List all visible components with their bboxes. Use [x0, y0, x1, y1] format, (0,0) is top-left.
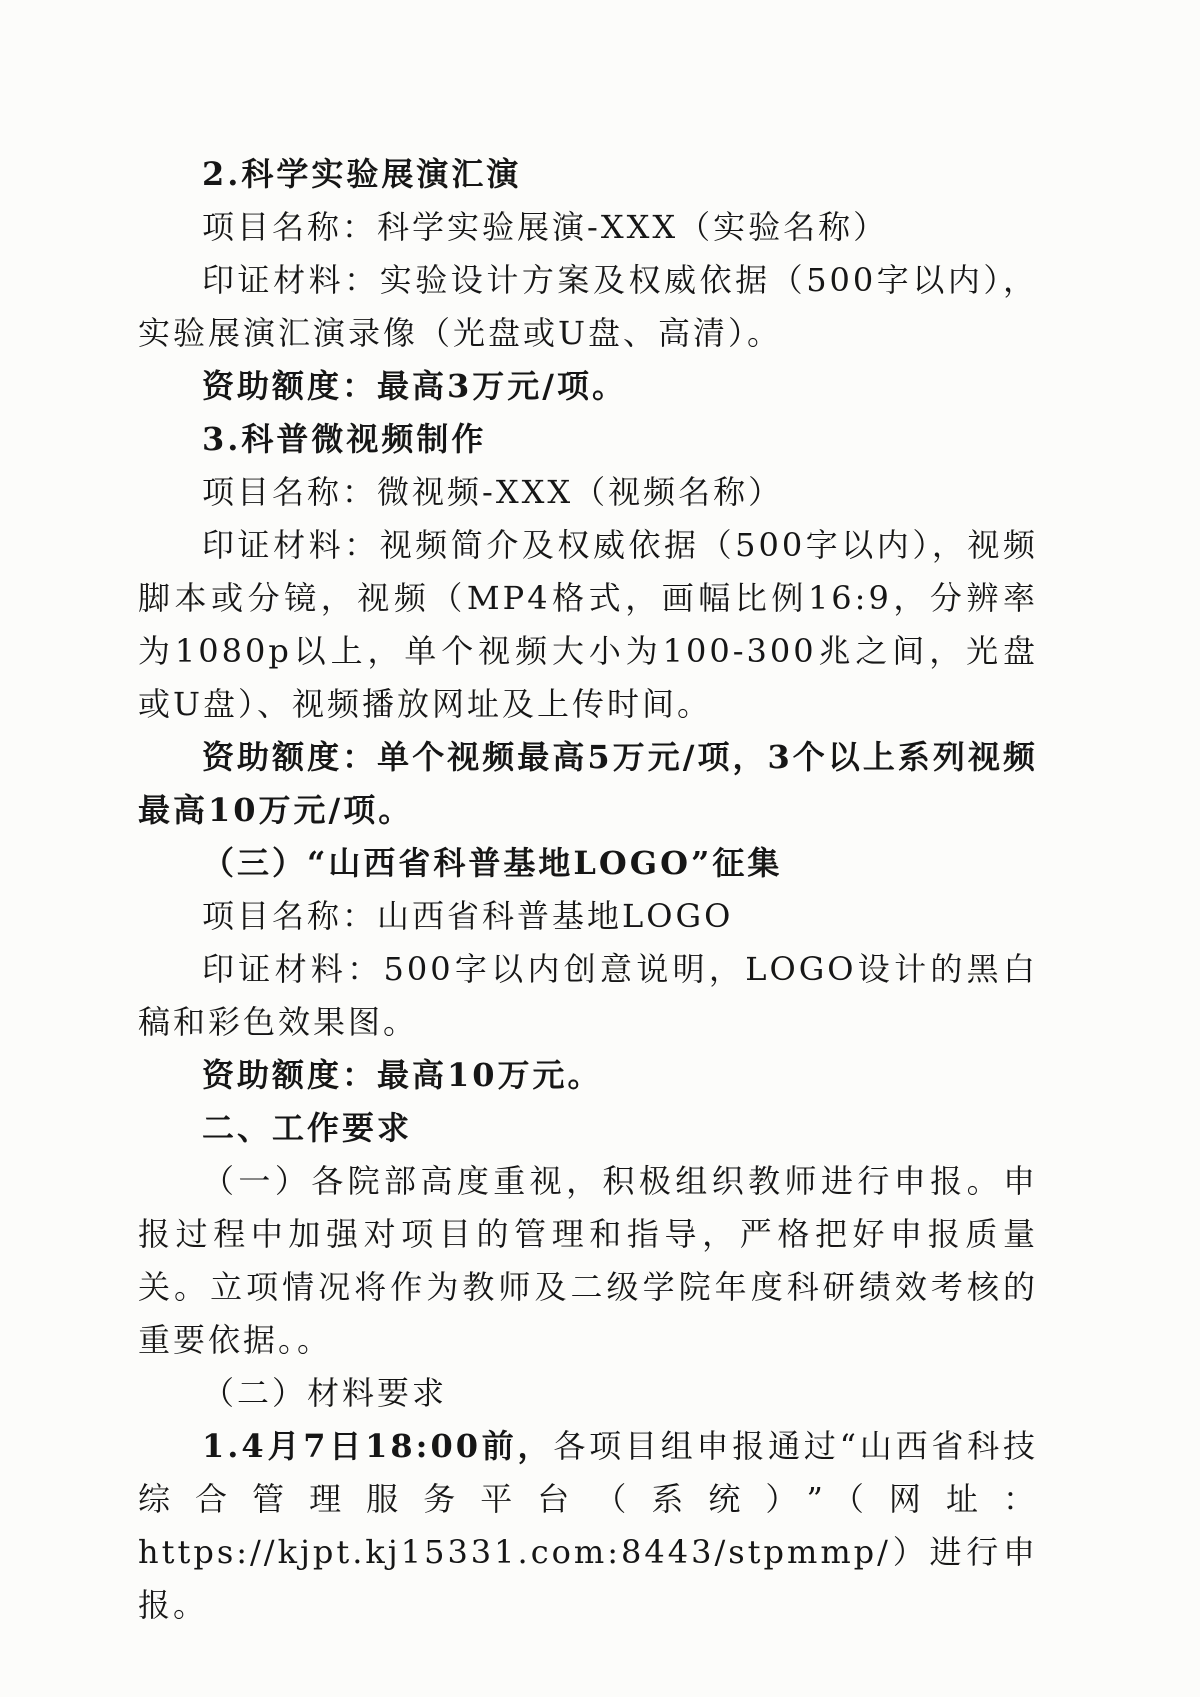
field-label: 印证材料：: [202, 950, 384, 988]
field-value: 实验设计方案及权威依据（500字以内），实验展演汇演录像（光盘或U盘、高清）。: [138, 261, 1038, 352]
deadline-text: 1.4月7日18:00前，: [202, 1427, 554, 1465]
project-name-row: [138, 201, 1038, 254]
evidence-material-row: [138, 519, 1038, 731]
field-value: 最高3万元/项。: [377, 367, 627, 405]
field-value: 微视频-XXX（视频名称）: [377, 473, 784, 511]
section-heading-logo-collection: （三）“山西省科普基地LOGO”征集: [202, 844, 783, 882]
document-body: [138, 148, 1038, 1632]
field-value: 视频简介及权威依据（500字以内），视频脚本或分镜，视频（MP4格式，画幅比例16:9，分辨率为1080p以上，单个视频大小为100-300兆之间，光盘或U盘）、视频播放网址及上传时间。: [138, 526, 1038, 723]
field-label: 项目名称：: [202, 897, 378, 935]
evidence-material-row: [138, 254, 1038, 360]
field-label: 项目名称：: [202, 473, 378, 511]
evidence-material-row: [138, 943, 1038, 1049]
section-heading-work-requirements: 二、工作要求: [202, 1109, 413, 1147]
field-label: 资助额度：: [202, 738, 378, 776]
requirement-item-1: （一）各院部高度重视，积极组织教师进行申报。申报过程中加强对项目的管理和指导，严格把好申报质量关。立项情况将作为教师及二级学院年度科研绩效考核的重要依据。。: [138, 1162, 1038, 1359]
field-value: 最高10万元。: [377, 1056, 603, 1094]
funding-amount-row: [138, 1049, 1038, 1102]
funding-amount-row: [138, 360, 1038, 413]
field-label: 项目名称：: [202, 208, 378, 246]
field-value: 单个视频最高5万元/项，3个以上系列视频最高10万元/项。: [138, 738, 1038, 829]
section-heading-micro-video: 3.科普微视频制作: [202, 420, 487, 458]
field-label: 印证材料：: [202, 261, 380, 299]
submission-instructions: 各项目组申报通过“山西省科技综合管理服务平台（系统）”（网址：https://kjpt.kj15331.com:8443/stpmmp/）进行申报。: [138, 1427, 1038, 1624]
field-label: 资助额度：: [202, 367, 378, 405]
project-name-row: [138, 890, 1038, 943]
field-value: 500字以内创意说明，LOGO设计的黑白稿和彩色效果图。: [138, 950, 1038, 1041]
requirement-item-2-heading: （二）材料要求: [202, 1374, 448, 1412]
funding-amount-row: [138, 731, 1038, 837]
field-value: 科学实验展演-XXX（实验名称）: [377, 208, 889, 246]
project-name-row: [138, 466, 1038, 519]
field-value: 山西省科普基地LOGO: [377, 897, 734, 935]
section-heading-experiment-show: 2.科学实验展演汇演: [202, 155, 522, 193]
field-label: 印证材料：: [202, 526, 380, 564]
requirement-item-2-1: [138, 1420, 1038, 1632]
field-label: 资助额度：: [202, 1056, 378, 1094]
